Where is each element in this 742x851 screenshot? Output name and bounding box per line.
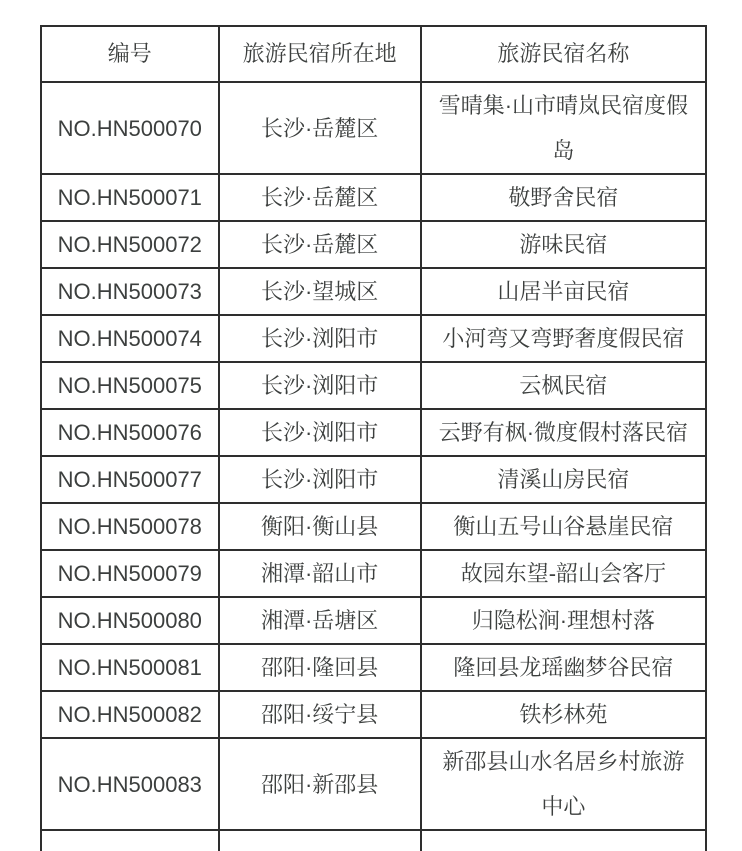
table-row: [41, 738, 706, 830]
cell-name: 雪晴集·山市晴岚民宿度假岛: [421, 82, 706, 174]
cell-name: 隆回县龙瑶幽梦谷民宿: [421, 644, 706, 691]
cell-location: 长沙·浏阳市: [219, 456, 421, 503]
cell-id: NO.HN500076: [41, 409, 219, 456]
table-row: [41, 174, 706, 221]
header-cell-id: 编号: [41, 26, 219, 82]
cell-name: 云枫民宿: [421, 362, 706, 409]
cell-location: [219, 830, 421, 851]
cell-name: 铁杉林苑: [421, 691, 706, 738]
table-row: [41, 315, 706, 362]
header-cell-location: 旅游民宿所在地: [219, 26, 421, 82]
cell-location: 长沙·望城区: [219, 268, 421, 315]
table-row: [41, 221, 706, 268]
cell-name: 衡山五号山谷悬崖民宿: [421, 503, 706, 550]
cell-id: NO.HN500083: [41, 738, 219, 830]
cell-id: NO.HN500077: [41, 456, 219, 503]
cell-name: 云野有枫·微度假村落民宿: [421, 409, 706, 456]
cell-location: 邵阳·绥宁县: [219, 691, 421, 738]
cell-id: NO.HN500078: [41, 503, 219, 550]
cell-id: NO.HN500073: [41, 268, 219, 315]
homestay-table: [40, 25, 707, 851]
cell-location: 邵阳·隆回县: [219, 644, 421, 691]
cell-id: [41, 830, 219, 851]
cell-location: 邵阳·新邵县: [219, 738, 421, 830]
cell-location: 湘潭·岳塘区: [219, 597, 421, 644]
cell-id: NO.HN500074: [41, 315, 219, 362]
table-body: [41, 82, 706, 851]
header-cell-name: 旅游民宿名称: [421, 26, 706, 82]
cell-id: NO.HN500081: [41, 644, 219, 691]
table-row: [41, 691, 706, 738]
cell-location: 长沙·岳麓区: [219, 82, 421, 174]
header-row: [41, 26, 706, 82]
cell-name: 新邵县山水名居乡村旅游中心: [421, 738, 706, 830]
cell-location: 长沙·浏阳市: [219, 315, 421, 362]
cell-name: 归隐松涧·理想村落: [421, 597, 706, 644]
cell-name: 故园东望-韶山会客厅: [421, 550, 706, 597]
cell-location: 长沙·浏阳市: [219, 409, 421, 456]
table-row: [41, 597, 706, 644]
cell-id: NO.HN500080: [41, 597, 219, 644]
cell-location: 长沙·岳麓区: [219, 174, 421, 221]
table-row: [41, 268, 706, 315]
cell-location: 湘潭·韶山市: [219, 550, 421, 597]
cell-id: NO.HN500071: [41, 174, 219, 221]
table-row: [41, 550, 706, 597]
cell-id: NO.HN500079: [41, 550, 219, 597]
table-header: [41, 26, 706, 82]
cell-name: 山居半亩民宿: [421, 268, 706, 315]
cell-location: 衡阳·衡山县: [219, 503, 421, 550]
table-row: [41, 362, 706, 409]
cell-id: NO.HN500082: [41, 691, 219, 738]
table-row-partial: [41, 830, 706, 851]
cell-id: NO.HN500075: [41, 362, 219, 409]
cell-name: 小河弯又弯野奢度假民宿: [421, 315, 706, 362]
table-row: [41, 503, 706, 550]
cell-name: 敬野舍民宿: [421, 174, 706, 221]
table-row: [41, 644, 706, 691]
cell-location: 长沙·浏阳市: [219, 362, 421, 409]
cell-name: 游味民宿: [421, 221, 706, 268]
cell-name: 清溪山房民宿: [421, 456, 706, 503]
table-row: [41, 456, 706, 503]
table-row: [41, 82, 706, 174]
cell-id: NO.HN500072: [41, 221, 219, 268]
table-row: [41, 409, 706, 456]
cell-id: NO.HN500070: [41, 82, 219, 174]
cell-location: 长沙·岳麓区: [219, 221, 421, 268]
cell-name: [421, 830, 706, 851]
